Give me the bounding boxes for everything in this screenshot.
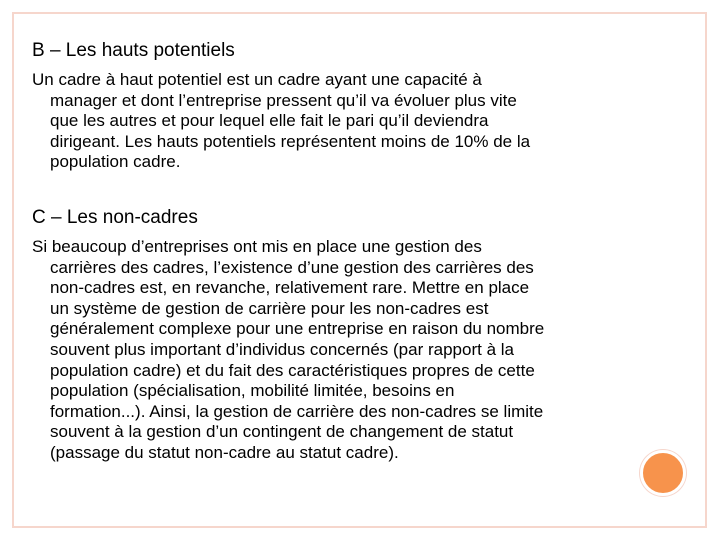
paragraph-line: généralement complexe pour une entreprise en raison du nombre [50,319,545,339]
paragraph-line: non-cadres est, en revanche, relativement rare. Mettre en place [50,278,530,298]
paragraph-line: (passage du statut non-cadre au statut cadre). [50,442,399,462]
paragraph-line: un système de gestion de carrière pour les non-cadres est [50,298,489,318]
section-b-heading: B – Les hauts potentiels [32,40,235,61]
decorative-circle-icon [640,450,686,496]
paragraph-line: dirigeant. Les hauts potentiels représentent moins de 10% de la [50,131,531,151]
paragraph-line: population cadre) et du fait des caractéristiques propres de cette [50,360,535,380]
section-c-heading: C – Les non-cadres [32,207,198,228]
paragraph-line: population cadre. [50,152,181,172]
paragraph-line: manager et dont l’entreprise pressent qu’il va évoluer plus vite [50,90,517,110]
paragraph-line: souvent plus important d’individus concernés (par rapport à la [50,339,514,359]
paragraph-line: souvent à la gestion d’un contingent de changement de statut [50,422,514,442]
paragraph-line: Si beaucoup d’entreprises ont mis en place une gestion des [32,237,482,256]
section-c-paragraph [32,237,694,464]
paragraph-line: carrières des cadres, l’existence d’une gestion des carrières des [50,257,534,277]
paragraph-line: population (spécialisation, mobilité limitée, besoins en [50,381,455,401]
paragraph-line: que les autres et pour lequel elle fait le pari qu’il deviendra [50,111,489,131]
paragraph-line: formation...). Ainsi, la gestion de carrière des non-cadres se limite [50,401,544,421]
section-b-paragraph [32,70,694,173]
paragraph-line: Un cadre à haut potentiel est un cadre ayant une capacité à [32,70,482,89]
